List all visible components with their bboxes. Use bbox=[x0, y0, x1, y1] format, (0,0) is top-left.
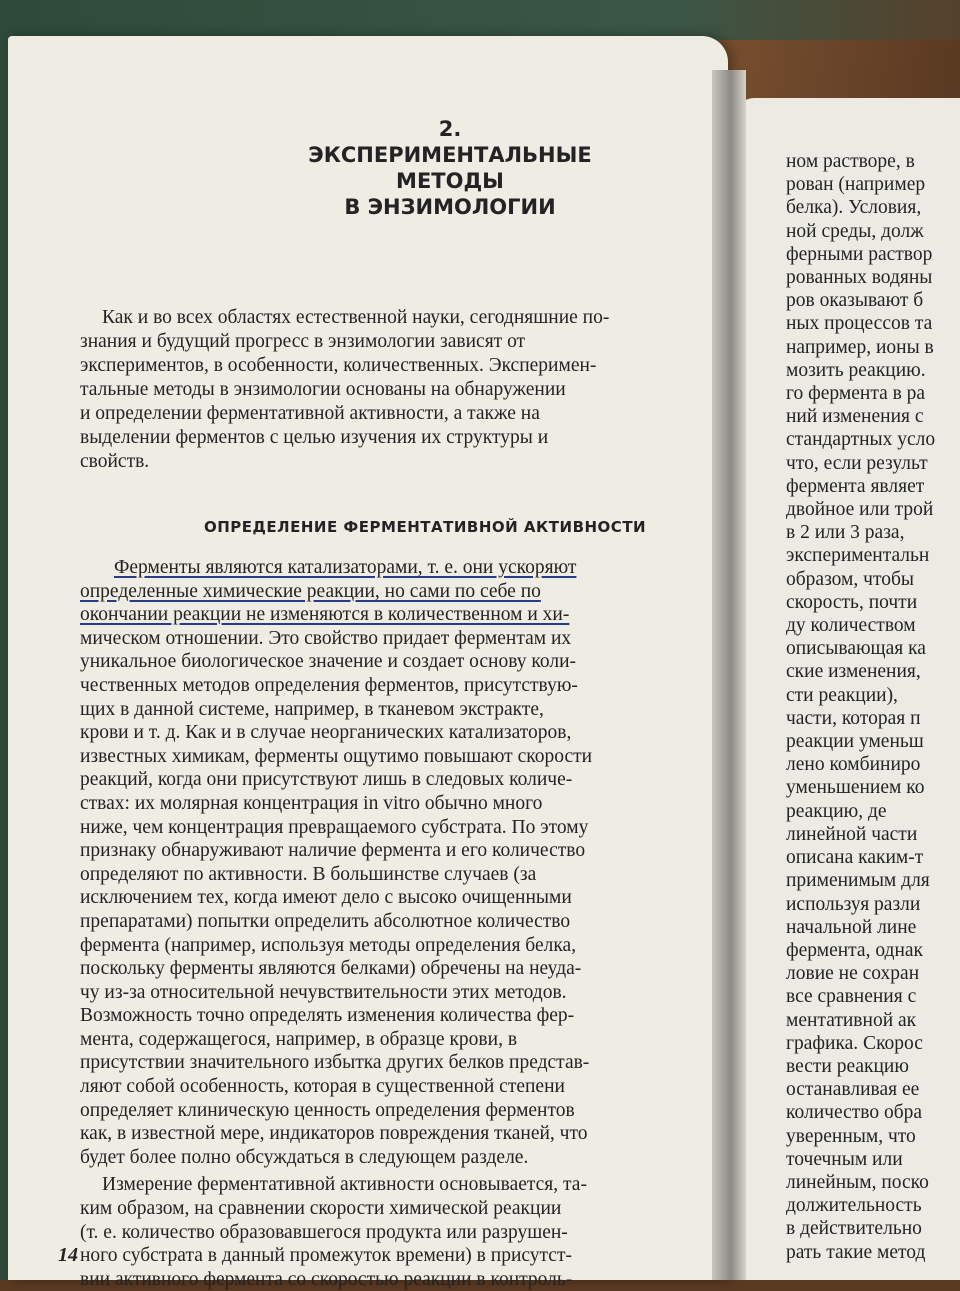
right-page-text-line: ний изменения с bbox=[786, 406, 924, 428]
text-line: свойств. bbox=[80, 451, 150, 472]
text-line: чественных методов определения ферментов, присутствую- bbox=[80, 674, 578, 696]
right-page-text-line: применимым для bbox=[786, 870, 930, 892]
text-line: выделении ферментов с целью изучения их структуры и bbox=[80, 427, 549, 448]
text-line: тальные методы в энзимологии основаны на обнаружении bbox=[80, 379, 566, 400]
right-page-text-line: все сравнения с bbox=[786, 986, 917, 1008]
right-page-text-line: например, ионы в bbox=[786, 336, 934, 358]
text-line: Как и во всех областях естественной науки, сегодняшние по- bbox=[102, 307, 610, 328]
right-page-text-line: образом, чтобы bbox=[786, 568, 914, 590]
right-page-text-line: начальной лине bbox=[786, 916, 917, 938]
chapter-title bbox=[300, 116, 600, 220]
right-page-text-line: сти реакции), bbox=[786, 684, 898, 706]
right-page-text-line: экспериментальн bbox=[786, 545, 930, 567]
right-page-text-line: должительность bbox=[786, 1195, 922, 1217]
text-line: препаратами) попытки определить абсолютное количество bbox=[80, 910, 571, 932]
right-page-text bbox=[786, 150, 960, 1264]
text-line: мента, содержащегося, например, в образце крови, в bbox=[80, 1028, 518, 1050]
text-line: и определении ферментативной активности, а также на bbox=[80, 403, 540, 424]
right-page-text-line: лено комбиниро bbox=[786, 754, 921, 776]
right-page-text-line: части, которая п bbox=[786, 707, 921, 729]
right-page-text-line: ферными раствор bbox=[786, 243, 933, 265]
text-line: (т. е. количество образовавшегося продукта или разрушен- bbox=[80, 1221, 568, 1243]
right-page-text-line: ловие не сохран bbox=[786, 963, 920, 985]
right-page-text-line: ду количеством bbox=[786, 615, 916, 637]
right-page-text-line: количество обра bbox=[786, 1102, 923, 1124]
page-number: 14 bbox=[58, 1244, 78, 1266]
right-page-text-line: фермента, однак bbox=[786, 939, 924, 961]
underlined-text-line: определенные химические реакции, но сами по себе по bbox=[80, 580, 541, 602]
chapter-title-line: В ЭНЗИМОЛОГИИ bbox=[344, 195, 556, 219]
right-page-text-line: белка). Условия, bbox=[786, 197, 922, 219]
right-page-text-line: го фермента в ра bbox=[786, 383, 926, 405]
right-page-text-line: описана каким-т bbox=[786, 847, 924, 869]
text-line: ного субстрата в данный промежуток времени) в присутст- bbox=[80, 1245, 572, 1267]
right-page-text-line: ной среды, долж bbox=[786, 220, 924, 242]
text-line: ниже, чем концентрация превращаемого субстрата. По этому bbox=[80, 816, 589, 838]
right-page-text-line: рован (например bbox=[786, 174, 926, 196]
right-page-text-line: ментативной ак bbox=[786, 1009, 917, 1031]
text-line: ствах: их молярная концентрация in vitro обычно много bbox=[80, 792, 543, 814]
text-line: крови и т. д. Как и в случае неорганических катализаторов, bbox=[80, 722, 572, 744]
right-page-text-line: ных процессов та bbox=[786, 313, 933, 335]
right-page-text-line: графика. Скорос bbox=[786, 1032, 923, 1054]
text-line: знания и будущий прогресс в энзимологии зависят от bbox=[80, 331, 526, 352]
right-page-text-line: что, если результ bbox=[786, 452, 928, 474]
chapter-title-line: 2. ЭКСПЕРИМЕНТАЛЬНЫЕ bbox=[308, 117, 592, 167]
intro-paragraph bbox=[80, 306, 720, 474]
text-line: известных химикам, ферменты ощутимо повышают скорости bbox=[80, 745, 593, 767]
text-line: мическом отношении. Это свойство придает ферментам их bbox=[80, 627, 572, 649]
text-line: чу из-за относительной нечувствительности этих методов. bbox=[80, 981, 567, 1003]
right-page-text-line: в 2 или 3 раза, bbox=[786, 522, 905, 544]
right-page-text-line: рованных водяны bbox=[786, 267, 933, 289]
text-line: определяет клиническую ценность определения ферментов bbox=[80, 1099, 575, 1121]
book-cover-edge bbox=[0, 0, 960, 40]
text-line: экспериментов, в особенности, количественных. Эксперимен- bbox=[80, 355, 597, 376]
left-page-text bbox=[80, 116, 720, 1291]
section-heading: ОПРЕДЕЛЕНИЕ ФЕРМЕНТАТИВНОЙ АКТИВНОСТИ bbox=[204, 518, 647, 536]
text-line: ким образом, на сравнении скорости химической реакции bbox=[80, 1198, 562, 1220]
right-page-text-line: используя разли bbox=[786, 893, 921, 915]
right-page-text-line: мозить реакцию. bbox=[786, 359, 926, 381]
text-line: присутствии значительного избытка других белков представ- bbox=[80, 1052, 590, 1074]
right-page-text-line: ские изменения, bbox=[786, 661, 921, 683]
text-line: ляют собой особенность, которая в существенной степени bbox=[80, 1076, 565, 1098]
right-page-text-line: уверенным, что bbox=[786, 1125, 916, 1147]
right-page-text-line: в действительно bbox=[786, 1218, 922, 1240]
right-page-text-line: ров оказывают б bbox=[786, 290, 924, 312]
right-page-text-line: рать такие метод bbox=[786, 1241, 926, 1263]
text-line: исключением тех, когда имеют дело с высоко очищенными bbox=[80, 887, 572, 909]
text-line: Измерение ферментативной активности основывается, та- bbox=[102, 1174, 587, 1196]
text-line: щих в данной системе, например, в тканевом экстракте, bbox=[80, 698, 544, 720]
right-page-text-line: описывающая ка bbox=[786, 638, 926, 660]
right-page-text-line: останавливая ее bbox=[786, 1079, 920, 1101]
chapter-title-line: МЕТОДЫ bbox=[396, 169, 504, 193]
paragraph-enzymes-catalysts bbox=[80, 556, 720, 1169]
text-line: Возможность точно определять изменения количества фер- bbox=[80, 1005, 575, 1027]
right-page-text-line: скорость, почти bbox=[786, 591, 918, 613]
text-line: определяют по активности. В большинстве случаев (за bbox=[80, 863, 537, 885]
underlined-text-line: окончании реакции не изменяются в количественном и хи- bbox=[80, 604, 570, 626]
text-line: уникальное биологическое значение и создает основу коли- bbox=[80, 651, 577, 673]
right-page-text-line: реакцию, де bbox=[786, 800, 887, 822]
right-page-text-line: реакции уменьш bbox=[786, 731, 924, 753]
text-line: будет более полно обсуждаться в следующем разделе. bbox=[80, 1146, 529, 1168]
right-page-text-line: линейной части bbox=[786, 823, 918, 845]
underlined-text-line: Ферменты являются катализаторами, т. е. они ускоряют bbox=[114, 557, 577, 578]
right-page-text-line: точечным или bbox=[786, 1148, 903, 1170]
text-line: поскольку ферменты являются белками) обречены на неуда- bbox=[80, 958, 582, 980]
text-line: как, в известной мере, индикаторов повреждения тканей, что bbox=[80, 1123, 588, 1145]
paragraph-activity-measurement bbox=[80, 1173, 720, 1291]
text-line: фермента (например, используя методы определения белка, bbox=[80, 934, 577, 956]
right-page-text-line: уменьшением ко bbox=[786, 777, 925, 799]
right-page-text-line: линейным, поско bbox=[786, 1171, 929, 1193]
right-page-text-line: двойное или трой bbox=[786, 499, 934, 521]
text-line: признаку обнаруживают наличие фермента и его количество bbox=[80, 840, 586, 862]
right-page-text-line: ном растворе, в bbox=[786, 151, 915, 172]
right-page-text-line: фермента являет bbox=[786, 475, 925, 497]
text-line: реакций, когда они присутствуют лишь в следовых количе- bbox=[80, 769, 573, 791]
text-line: вии активного фермента со скоростью реакции в контроль- bbox=[80, 1268, 573, 1290]
right-page-text-line: вести реакцию bbox=[786, 1055, 909, 1077]
right-page-text-line: стандартных усло bbox=[786, 429, 936, 451]
